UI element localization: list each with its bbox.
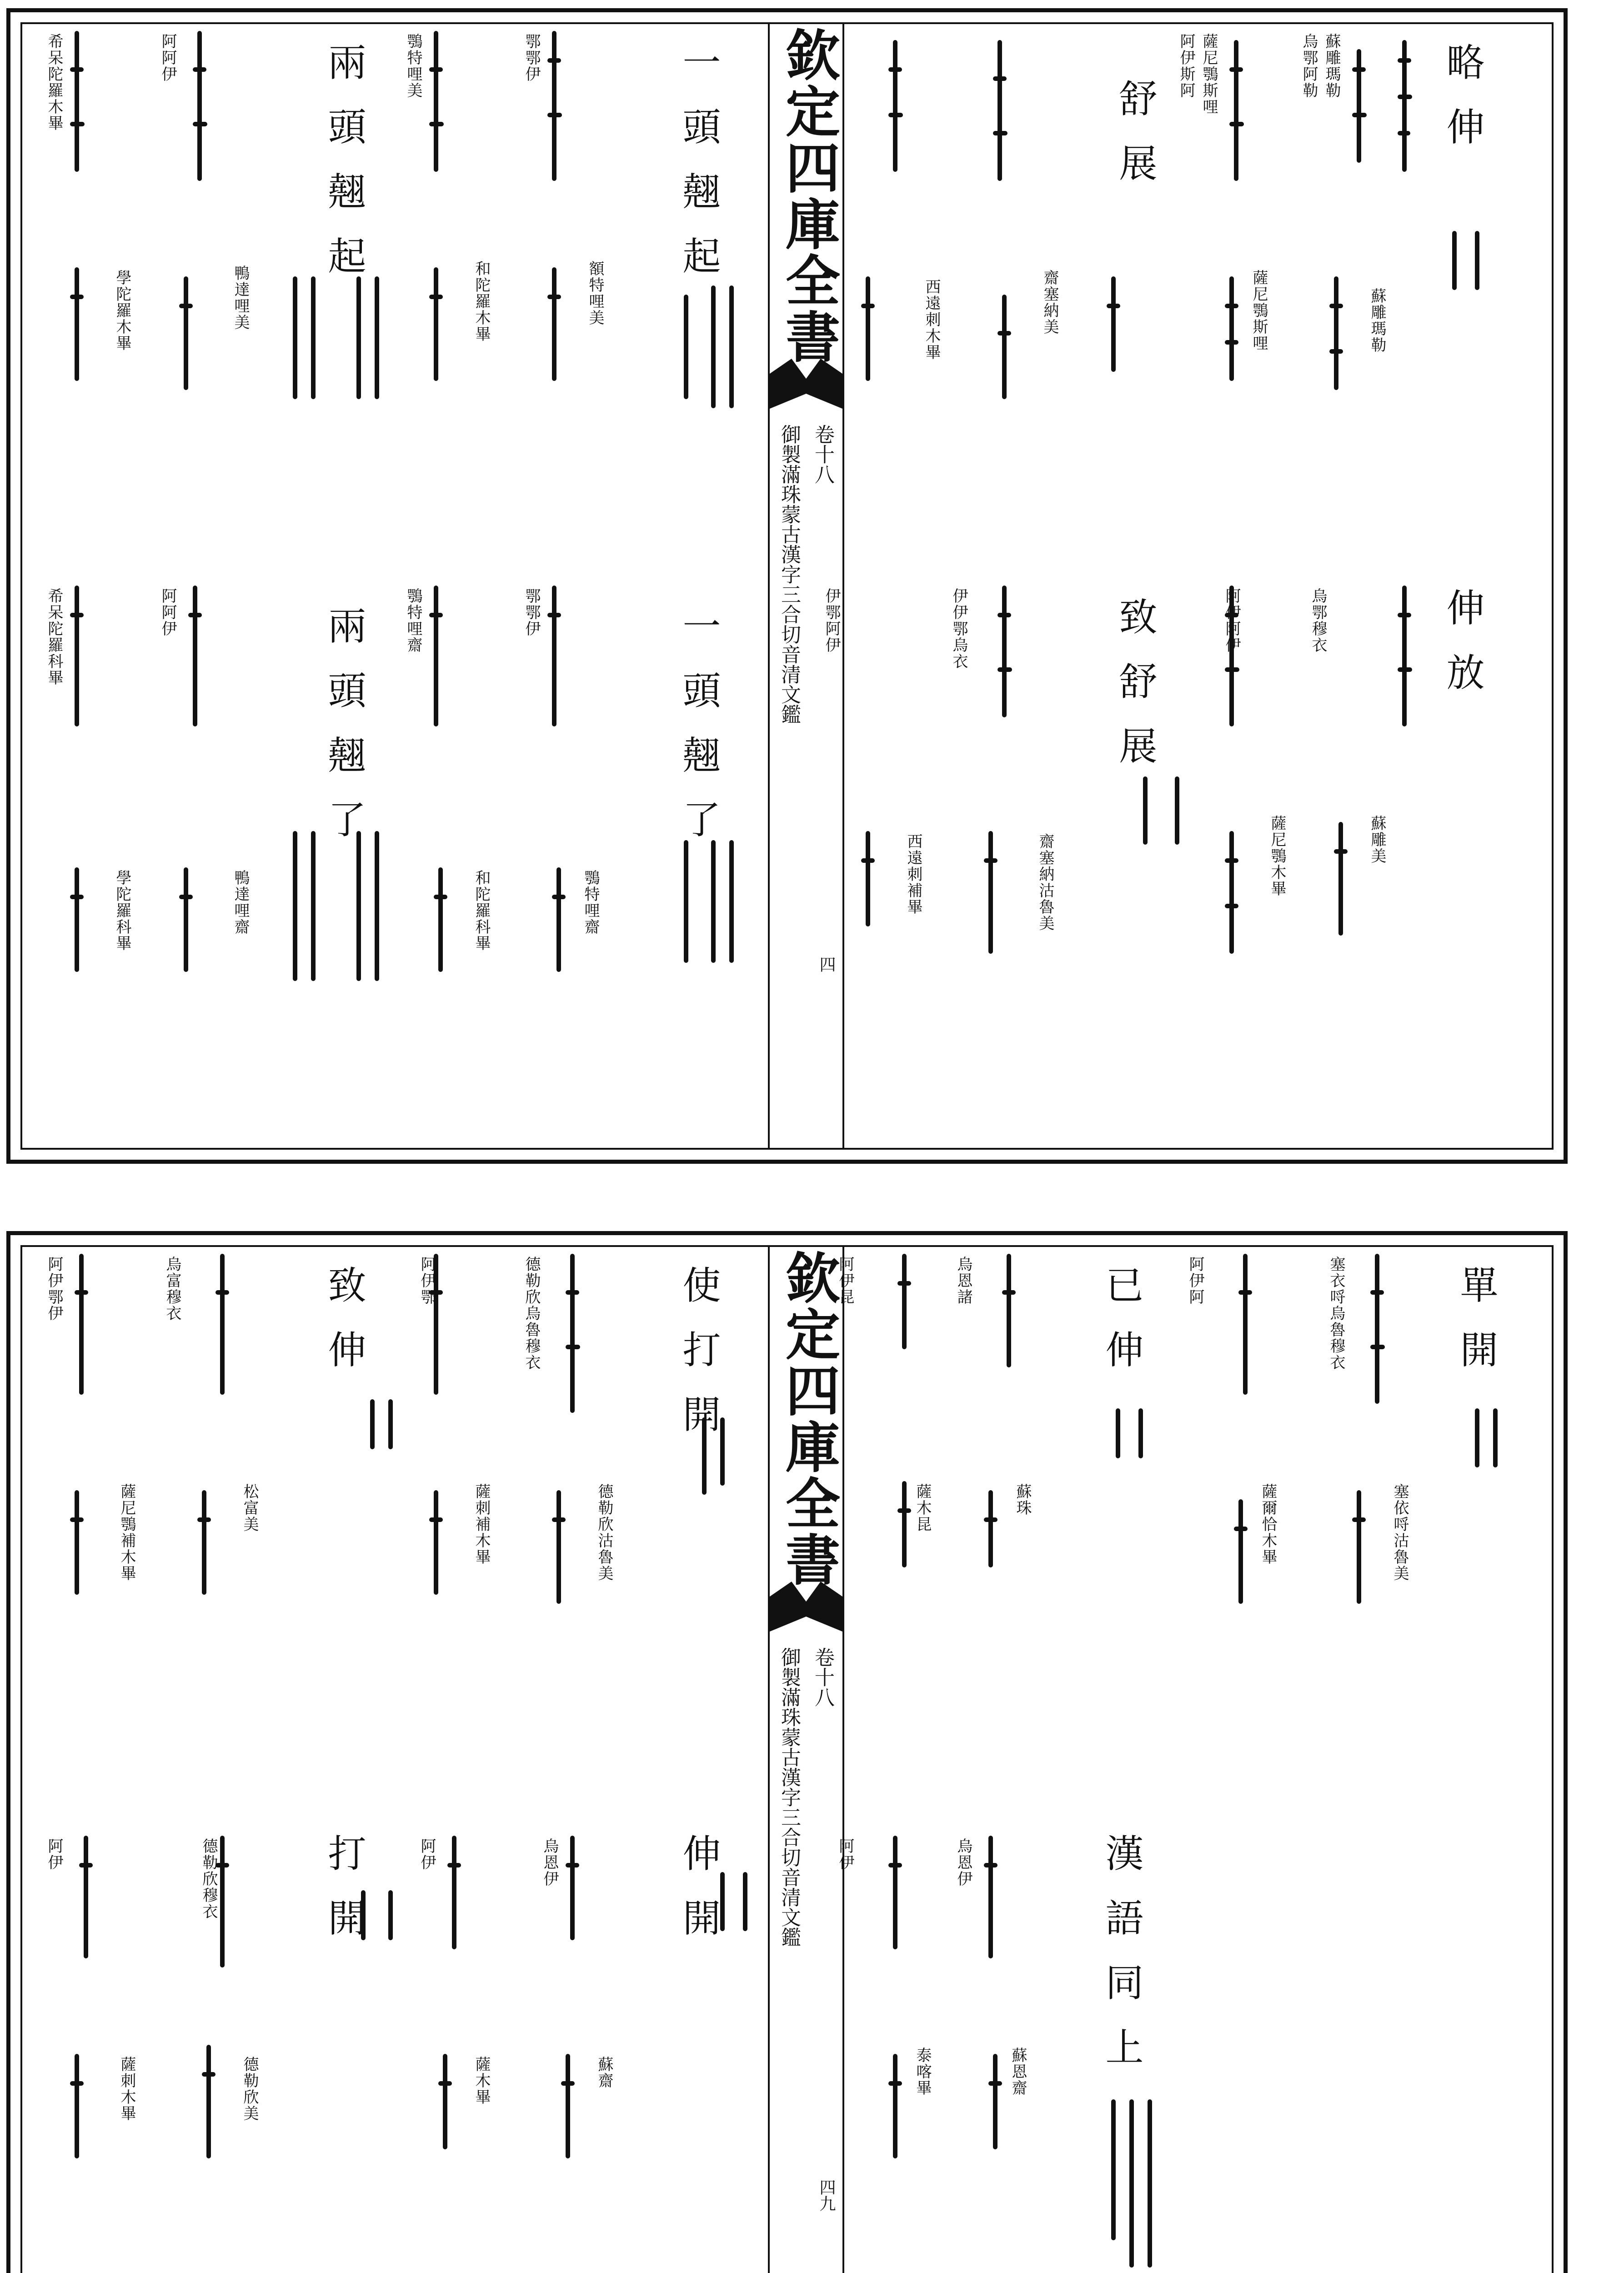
top-book-title: 欽定四庫全書 xyxy=(777,27,841,365)
entry-headword: 使打開 xyxy=(677,1265,721,1459)
entry-transcription: 蘇雕瑪勒 xyxy=(1368,288,1386,353)
entry-transcription: 阿伊昆 xyxy=(836,1256,854,1305)
entry-headword: 舒展 xyxy=(1113,79,1158,208)
top-page xyxy=(6,8,1568,1164)
entry-transcription: 薩木昆 xyxy=(913,1483,932,1532)
entry-transcription: 烏恩伊 xyxy=(541,1838,559,1887)
entry-transcription: 希呆陀羅木畢 xyxy=(45,33,63,131)
entry-transcription: 烏富穆衣 xyxy=(163,1256,181,1322)
bottom-page xyxy=(6,1231,1568,2273)
entry-transcription: 鄂鄂伊 xyxy=(522,33,541,82)
bottom-script-strokes xyxy=(22,1247,1550,2273)
top-script-strokes xyxy=(22,24,1550,1147)
entry-transcription: 阿伊 xyxy=(836,1838,854,1871)
top-page-frame xyxy=(20,22,1554,1150)
entry-transcription: 蘇雕美 xyxy=(1368,815,1386,864)
entry-transcription: 和陀羅木畢 xyxy=(472,260,491,342)
entry-transcription: 薩尼鶚斯哩 xyxy=(1250,270,1268,351)
entry-transcription: 額特哩美 xyxy=(586,260,604,326)
entry-headword: 致舒展 xyxy=(1113,597,1158,791)
entry-transcription: 伊鄂阿伊 xyxy=(822,588,841,653)
entry-transcription: 泰喀畢 xyxy=(913,2047,932,2096)
entry-transcription: 鴨達哩齋 xyxy=(231,870,250,935)
entry-transcription: 鶚特哩齋 xyxy=(404,588,422,653)
top-juan: 卷十八 xyxy=(811,424,834,484)
entry-headword: 打開 xyxy=(322,1833,366,1963)
entry-headword: 致伸 xyxy=(322,1265,366,1394)
entry-transcription: 德勒欣美 xyxy=(241,2056,259,2122)
bottom-book-title: 欽定四庫全書 xyxy=(777,1250,841,1588)
entry-transcription: 阿伊斯阿 xyxy=(1177,33,1195,99)
entry-headword: 一頭翹了 xyxy=(677,606,721,864)
entry-headword: 兩頭翹了 xyxy=(322,606,366,864)
entry-transcription: 蘇齋 xyxy=(595,2056,613,2089)
entry-transcription: 薩尼鶚斯哩 xyxy=(1200,33,1218,115)
entry-headword: 一頭翹起 xyxy=(677,42,721,300)
entry-transcription: 塞衣哷烏魯穆衣 xyxy=(1327,1256,1345,1371)
entry-transcription: 阿伊鄂 xyxy=(418,1256,436,1305)
entry-transcription: 阿伊 xyxy=(45,1838,63,1871)
entry-transcription: 希呆陀羅科畢 xyxy=(45,588,63,686)
entry-headword: 兩頭翹起 xyxy=(322,42,366,300)
entry-transcription: 烏恩諸 xyxy=(954,1256,972,1305)
entry-transcription: 學陀羅木畢 xyxy=(113,270,131,351)
entry-headword: 伸開 xyxy=(677,1833,721,1963)
entry-transcription: 薩刺木畢 xyxy=(118,2056,136,2122)
entry-transcription: 烏鄂穆衣 xyxy=(1309,588,1327,653)
entry-transcription: 學陀羅科畢 xyxy=(113,870,131,951)
entry-transcription: 和陀羅科畢 xyxy=(472,870,491,951)
top-book-name: 御製滿珠蒙古漢字三合切音清文鑑 xyxy=(777,424,801,724)
entry-headword: 已伸 xyxy=(1099,1265,1144,1394)
entry-transcription: 薩尼鶚木畢 xyxy=(1268,815,1286,897)
bottom-page-frame xyxy=(20,1245,1554,2273)
entry-transcription: 薩爾恰木畢 xyxy=(1259,1483,1277,1565)
bottom-book-name: 御製滿珠蒙古漢字三合切音清文鑑 xyxy=(777,1647,801,1947)
bottom-juan: 卷十八 xyxy=(811,1647,834,1707)
entry-headword: 漢語同上 xyxy=(1099,1833,1144,2092)
entry-transcription: 阿阿伊 xyxy=(159,33,177,82)
entry-transcription: 伊伊鄂烏衣 xyxy=(950,588,968,670)
entry-transcription: 烏恩伊 xyxy=(954,1838,972,1887)
entry-transcription: 鄂鄂伊 xyxy=(522,588,541,637)
entry-transcription: 德勒欣沽魯美 xyxy=(595,1483,613,1582)
entry-transcription: 薩木畢 xyxy=(472,2056,491,2105)
entry-transcription: 阿伊阿 xyxy=(1186,1256,1204,1305)
entry-transcription: 德勒欣穆衣 xyxy=(200,1838,218,1920)
entry-transcription: 阿伊阿伊 xyxy=(1223,588,1241,653)
entry-transcription: 薩尼鶚補木畢 xyxy=(118,1483,136,1582)
entry-headword: 略伸 xyxy=(1440,42,1485,171)
entry-headword: 伸放 xyxy=(1440,588,1485,717)
entry-transcription: 齋塞納美 xyxy=(1041,270,1059,335)
entry-transcription: 鶚特哩美 xyxy=(404,33,422,99)
entry-transcription: 蘇珠 xyxy=(1013,1483,1032,1516)
entry-transcription: 薩刺補木畢 xyxy=(472,1483,491,1565)
entry-transcription: 塞依哷沽魯美 xyxy=(1391,1483,1409,1582)
entry-transcription: 德勒欣烏魯穆衣 xyxy=(522,1256,541,1371)
entry-transcription: 烏鄂阿勒 xyxy=(1300,33,1318,99)
entry-transcription: 鴨達哩美 xyxy=(231,265,250,330)
entry-transcription: 阿伊 xyxy=(418,1838,436,1871)
entry-transcription: 阿伊鄂伊 xyxy=(45,1256,63,1322)
entry-transcription: 松富美 xyxy=(241,1483,259,1532)
entry-transcription: 西遠刺木畢 xyxy=(922,279,941,360)
entry-headword: 單開 xyxy=(1454,1265,1499,1394)
entry-transcription: 蘇恩齋 xyxy=(1009,2047,1027,2096)
entry-transcription: 齋塞納沽魯美 xyxy=(1036,833,1054,931)
entry-transcription: 蘇雕瑪勒 xyxy=(1323,33,1341,99)
entry-transcription: 鶚特哩齋 xyxy=(581,870,600,935)
entry-transcription: 阿阿伊 xyxy=(159,588,177,637)
bottom-folio: 四九 xyxy=(817,2179,836,2212)
top-folio: 四 xyxy=(817,956,836,972)
entry-transcription: 西遠刺補畢 xyxy=(904,833,922,915)
